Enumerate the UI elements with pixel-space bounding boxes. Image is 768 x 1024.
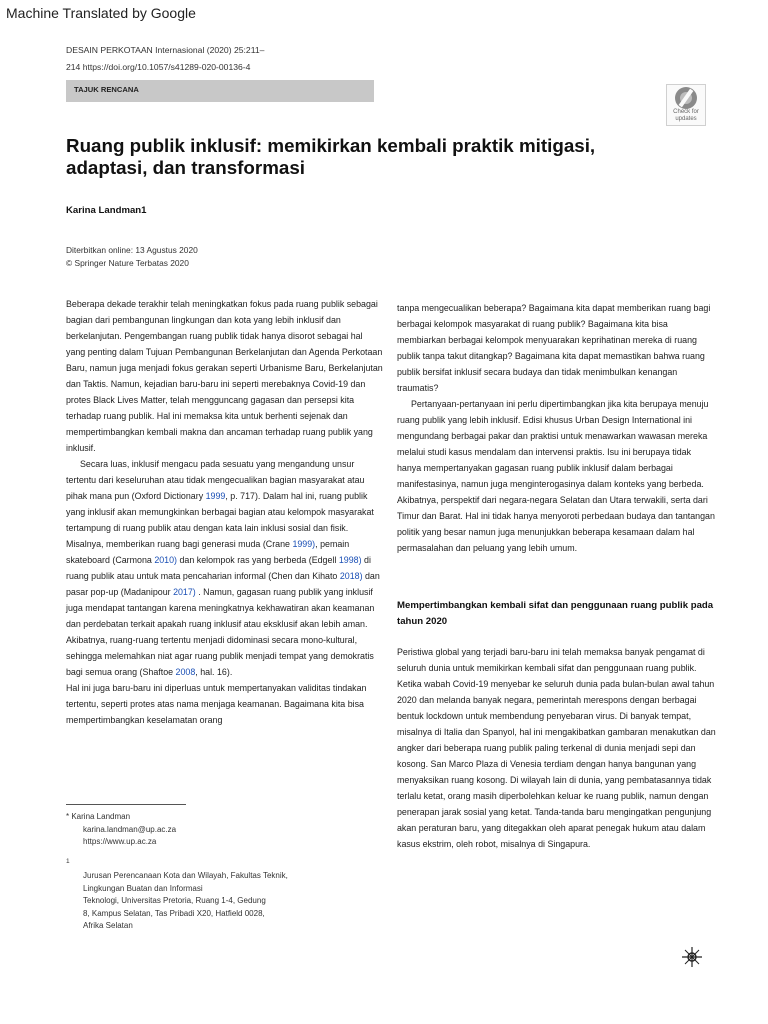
paragraph <box>66 536 384 680</box>
citation-link[interactable]: 1999 <box>205 491 226 501</box>
affiliation-line: 8, Kampus Selatan, Tas Pribadi X20, Hatfield 0028, <box>83 908 265 918</box>
affiliation-marker: 1 <box>66 857 70 865</box>
text-run: di ruang publik atau untuk mata pencaharian informal (Chen dan Kihato <box>66 555 371 581</box>
springer-horse-icon <box>681 946 703 968</box>
author-website-link[interactable]: https://www.up.ac.za <box>83 837 157 846</box>
journal-line-1: DESAIN PERKOTAAN Internasional (2020) 25:211– <box>66 45 265 55</box>
publication-info <box>66 244 198 269</box>
article-title-line-2: adaptasi, dan transformasi <box>66 157 306 178</box>
affiliation-line: Afrika Selatan <box>83 921 133 930</box>
affiliation-line: Jurusan Perencanaan Kota dan Wilayah, Fakultas Teknik, <box>83 871 288 880</box>
check-for-updates-icon <box>675 87 697 109</box>
text-run: dan kelompok ras yang berbeda (Edgell <box>177 555 339 565</box>
paragraph: Hal ini juga baru-baru ini diperluas untuk mempertanyakan validitas tindakan tertentu, seperti protes atas nama menjaga keamanan. Bagaimana kita bisa mempertimbangkan keselamatan orang <box>66 683 367 725</box>
paragraph: Pertanyaan-pertanyaan ini perlu dipertimbangkan jika kita berupaya menuju ruang publik yang lebih inklusif. Edisi khusus Urban Design International ini mengundang berbagai pakar dan praktisi untuk menawarkan wawasan mereka melalui studi kasus mendalam dan intervensi praktis. Isu ini berupaya tidak hanya mempertanyakan gagasan ruang publik inklusif dalam berbagai manifestasinya, namun juga menginterogasinya dalam konteks yang berbeda. Akibatnya, perspektif dari negara-negara Selatan dan Utara terwakili, serta dari Timur dan Barat. Hal ini tidak hanya menyoroti perbedaan budaya dan tantangan politik yang besar namun juga menunjukkan beberapa kesamaan dalam hal permasalahan dan peluang yang lebih umum. <box>397 399 715 553</box>
citation-link[interactable]: 2018) <box>339 571 363 581</box>
author-name: Karina Landman1 <box>66 205 147 216</box>
right-column <box>397 300 717 852</box>
affiliation-block <box>66 857 366 933</box>
text-run: Misalnya, memberikan ruang bagi generasi muda (Crane <box>66 539 293 549</box>
check-for-updates-button[interactable] <box>666 84 706 126</box>
check-updates-line-1: Check for <box>673 109 699 115</box>
article-title-line-1: Ruang publik inklusif: memikirkan kembali praktik mitigasi, <box>66 135 596 156</box>
text-run: , p. 717). Dalam hal ini, ruang publik yang inklusif akan memungkinkan berbagai bagian atau kelompok masyarakat tertampung di ruang publik atau dengan kata lain inklusi sosial dan fisik. <box>66 491 374 533</box>
text-run: dan pasar pop-up (Madanipour <box>66 571 380 597</box>
citation-link[interactable]: 1999) <box>292 539 316 549</box>
journal-line-2[interactable]: 214 https://doi.org/10.1057/s41289-020-00136-4 <box>66 62 251 72</box>
footnote-divider <box>66 804 186 805</box>
section-label-bar <box>66 80 374 102</box>
section-label: TAJUK RENCANA <box>74 85 139 94</box>
paragraph: Beberapa dekade terakhir telah meningkatkan fokus pada ruang publik sebagai bagian dari pembangunan lingkungan dan kota yang lebih inklusif dan berkelanjutan. Pengembangan ruang publik tidak hanya disorot sebagai hal yang penting dalam Tujuan Pembangunan Berkelanjutan dan Agenda Perkotaan Baru, namun juga menjadi fokus gerakan seperti Urbanisme Baru, Berkelanjutan dan Taktis. Namun, kejadian baru-baru ini seperti merebaknya Covid-19 dan protes Black Lives Matter, telah mengguncang gagasan dan persepsi kita terhadap ruang publik. Hal ini memaksa kita untuk berhenti sejenak dan mempertimbangkan kembali makna dan ancaman terhadap ruang publik yang inklusif. <box>66 299 383 453</box>
author-email-link[interactable]: karina.landman@up.ac.za <box>83 824 177 834</box>
footnotes <box>66 811 366 933</box>
citation-link[interactable]: 1998) <box>338 555 362 565</box>
check-updates-line-2: updates <box>675 116 697 122</box>
section-heading: Mempertimbangkan kembali sifat dan penggunaan ruang publik pada tahun 2020 <box>397 600 714 627</box>
machine-translation-banner: Machine Translated by Google <box>6 5 196 21</box>
paragraph: tanpa mengecualikan beberapa? Bagaimana kita dapat memberikan ruang bagi berbagai kelompok masyarakat di ruang publik? Bagaimana kita bisa membiarkan berbagai kelompok menyuarakan keprihatinan mereka di ruang publik tanpa takut ditangkap? Bagaimana kita dapat memastikan bahwa ruang publik bersifat inklusif secara budaya dan tidak menimbulkan kenangan traumatis? <box>397 303 711 393</box>
corresponding-author: * Karina Landman <box>66 812 131 821</box>
left-column <box>66 296 384 728</box>
citation-link[interactable]: 2017) <box>173 587 196 597</box>
paragraph: Peristiwa global yang terjadi baru-baru ini telah memaksa banyak pengamat di seluruh dunia untuk memikirkan kembali sifat dan penggunaan ruang publik. Ketika wabah Covid-19 menyebar ke seluruh dunia pada bulan-bulan awal tahun 2020 dan melanda banyak negara, pemerintah merespons dengan berbagai bentuk lockdown untuk membendung penyebaran virus. Di banyak tempat, misalnya di Italia dan Spanyol, hal ini mengakibatkan gambaran menakutkan dan angker dari beberapa ruang publik paling terkenal di dunia menjadi sepi dan kosong. San Marco Plaza di Venesia terdiam dengan hanya bangunan yang menyaksikan ruang kosong. Di wilayah lain di dunia, yang pembatasannya tidak terlalu ketat, orang masih diperbolehkan keluar ke ruang publik, namun dengan penerapan jarak sosial yang ketat. Tanda-tanda baru mengingatkan pengunjung akan peraturan baru, yang ditegakkan oleh aparat penegak hukum atau dalam kasus ekstrim, oleh robot, misalnya di Singapura. <box>397 647 716 849</box>
citation-link[interactable]: 2010) <box>154 555 178 565</box>
text-run: Secara luas, inklusif mengacu pada sesuatu yang mengandung unsur tertentu dari keseluruhan atau tidak mengecualikan bagian masyarakat atau pihak mana pun (Oxford Dictionary <box>66 459 365 501</box>
article-title <box>66 135 666 179</box>
journal-citation <box>66 42 264 76</box>
paragraph <box>66 456 384 536</box>
affiliation-line: Lingkungan Buatan dan Informasi <box>83 883 203 893</box>
text-run: . Namun, gagasan ruang publik yang inklusif juga mendapat tantangan karena meningkatnya kekhawatiran akan keamanan dan perdebatan terkait apakah ruang inklusif atau eksklusif akan lebih aman. Akibatnya, ruang-ruang tertentu menjadi didominasi secara mono-kultural, sehingga melemahkan niat agar ruang publik menjadi tempat yang demokratis bagi semua orang (Shaftoe <box>66 587 375 677</box>
affiliation-line: Teknologi, Universitas Pretoria, Ruang 1-4, Gedung <box>83 896 266 905</box>
text-run: , pemain skateboard (Carmona <box>66 539 350 565</box>
published-online-date: Diterbitkan online: 13 Agustus 2020 <box>66 245 198 255</box>
copyright-line: © Springer Nature Terbatas 2020 <box>66 257 189 268</box>
citation-link[interactable]: 2008 <box>175 667 196 677</box>
text-run: , hal. 16). <box>195 667 233 677</box>
